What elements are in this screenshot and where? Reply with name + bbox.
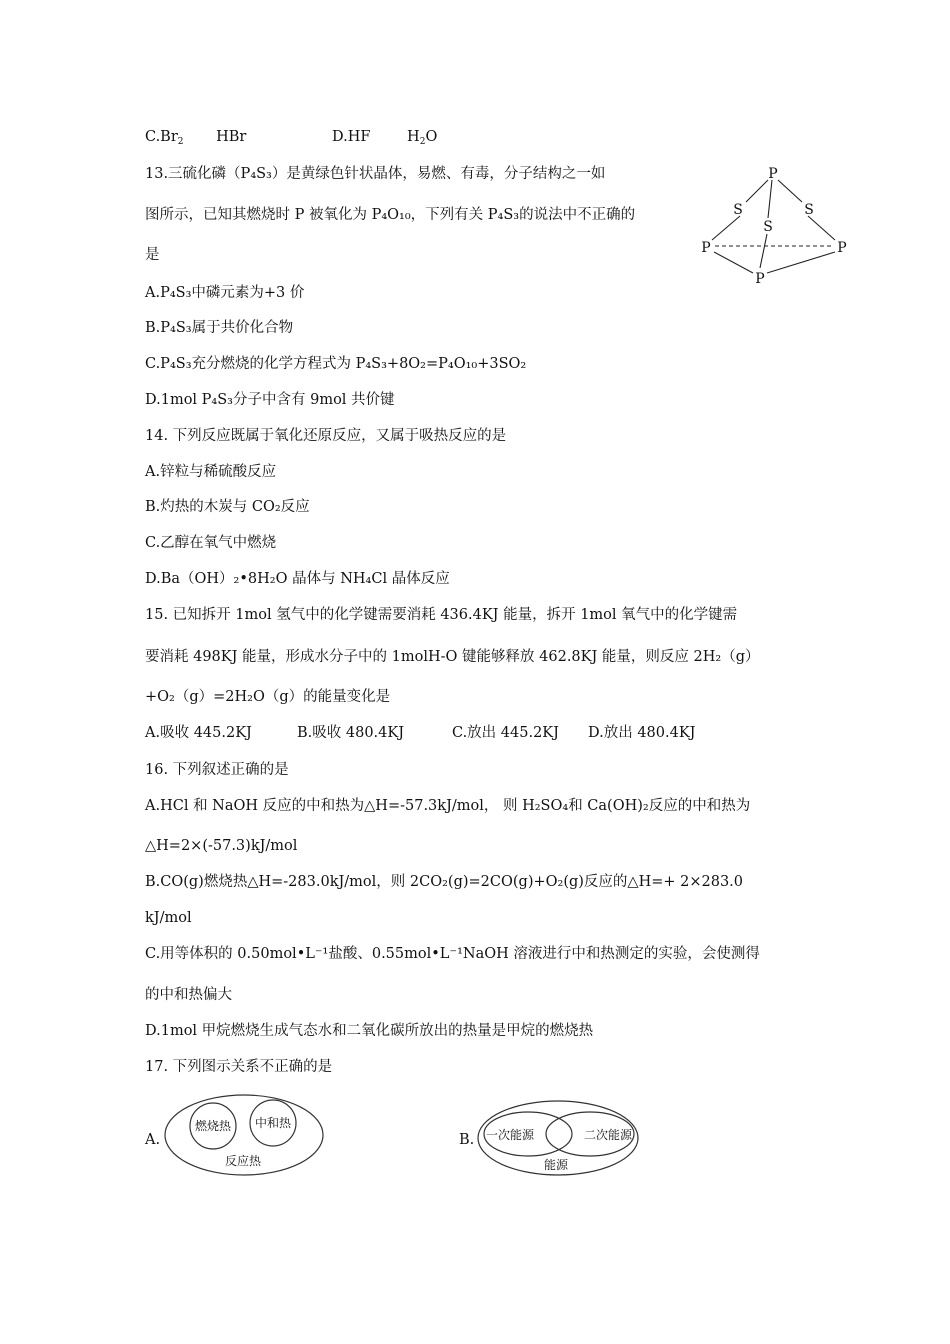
q15-option-a: A.吸收 445.2KJ (145, 725, 252, 741)
q16-option-b-line2: kJ/mol (145, 910, 192, 926)
combustion-heat-label: 燃烧热 (194, 1119, 232, 1133)
neutralization-heat-label: 中和热 (254, 1116, 292, 1130)
q13-stem-line1: 13.三硫化磷（P₄S₃）是黄绿色针状晶体，易燃、有毒，分子结构之一如 (145, 166, 606, 182)
q16-stem: 16. 下列叙述正确的是 (145, 762, 289, 778)
q14-option-c: C.乙醇在氧气中燃烧 (145, 535, 277, 551)
q14-option-b: B.灼热的木炭与 CO₂反应 (145, 499, 310, 515)
q16-option-c-line1: C.用等体积的 0.50mol•L⁻¹盐酸、0.55mol•L⁻¹NaOH 溶液进行中和热测定的实验，会使测得 (145, 946, 760, 962)
q13-option-b: B.P₄S₃属于共价化合物 (145, 320, 294, 336)
q15-option-d: D.放出 480.4KJ (588, 725, 696, 741)
q17-stem: 17. 下列图示关系不正确的是 (145, 1059, 333, 1075)
q14-option-d: D.Ba（OH）₂•8H₂O 晶体与 NH₄Cl 晶体反应 (145, 571, 450, 587)
q17-option-b-label: B. (459, 1132, 475, 1148)
q16-option-a-line1: A.HCl 和 NaOH 反应的中和热为△H=-57.3kJ/mol， 则 H₂SO₄和 Ca(OH)₂反应的中和热为 (145, 798, 751, 814)
q15-option-b: B.吸收 480.4KJ (297, 725, 405, 741)
q13-option-c: C.P₄S₃充分燃烧的化学方程式为 P₄S₃+8O₂=P₄O₁₀+3SO₂ (145, 356, 527, 372)
atom-p-bottom: P (755, 271, 765, 287)
primary-energy-label: 一次能源 (485, 1128, 535, 1142)
q15-stem-line1: 15. 已知拆开 1mol 氢气中的化学键需要消耗 436.4KJ 能量，拆开 1mol 氧气中的化学键需 (145, 607, 738, 623)
reaction-heat-label: 反应热 (224, 1154, 262, 1168)
q13-option-d: D.1mol P₄S₃分子中含有 9mol 共价键 (145, 392, 395, 408)
atom-p-top: P (768, 166, 778, 182)
q16-option-a-line2: △H=2×(-57.3)kJ/mol (145, 838, 298, 854)
atom-s-middle: S (763, 219, 773, 235)
atom-s-left: S (733, 202, 743, 218)
q17-option-a-label: A. (145, 1132, 161, 1148)
q15-option-c: C.放出 445.2KJ (452, 725, 559, 741)
q14-option-a: A.锌粒与稀硫酸反应 (145, 464, 277, 480)
q12-option-c: $C.Br_2$ HBr (145, 129, 247, 147)
p4s3-structure-diagram (690, 160, 860, 290)
atom-p-left: P (701, 240, 711, 256)
q15-stem-line2: 要消耗 498KJ 能量，形成水分子中的 1molH-O 键能够释放 462.8KJ 能量，则反应 2H₂（g） (145, 649, 760, 665)
q16-option-d: D.1mol 甲烷燃烧生成气态水和二氧化碳所放出的热量是甲烷的燃烧热 (145, 1023, 594, 1039)
q16-option-c-line2: 的中和热偏大 (145, 987, 232, 1003)
q14-stem: 14. 下列反应既属于氧化还原反应，又属于吸热反应的是 (145, 428, 507, 444)
q17-option-b-diagram (476, 1098, 640, 1178)
q16-option-b-line1: B.CO(g)燃烧热△H=-283.0kJ/mol，则 2CO₂(g)=2CO(g)+O₂(g)反应的△H=+ 2×283.0 (145, 874, 744, 890)
q13-option-a: A.P₄S₃中磷元素为+3 价 (145, 285, 305, 301)
secondary-energy-label: 二次能源 (583, 1128, 633, 1142)
q13-stem-line3: 是 (145, 247, 160, 263)
q12-option-d: D.HF $H_2O$ (332, 129, 438, 147)
atom-s-right: S (804, 202, 814, 218)
atom-p-right: P (837, 240, 847, 256)
q13-stem-line2: 图所示，已知其燃烧时 P 被氧化为 P₄O₁₀，下列有关 P₄S₃的说法中不正确的 (145, 207, 636, 223)
q17-option-a-diagram (163, 1093, 325, 1177)
energy-label: 能源 (543, 1158, 569, 1172)
q15-stem-line3: +O₂（g）=2H₂O（g）的能量变化是 (145, 689, 391, 705)
